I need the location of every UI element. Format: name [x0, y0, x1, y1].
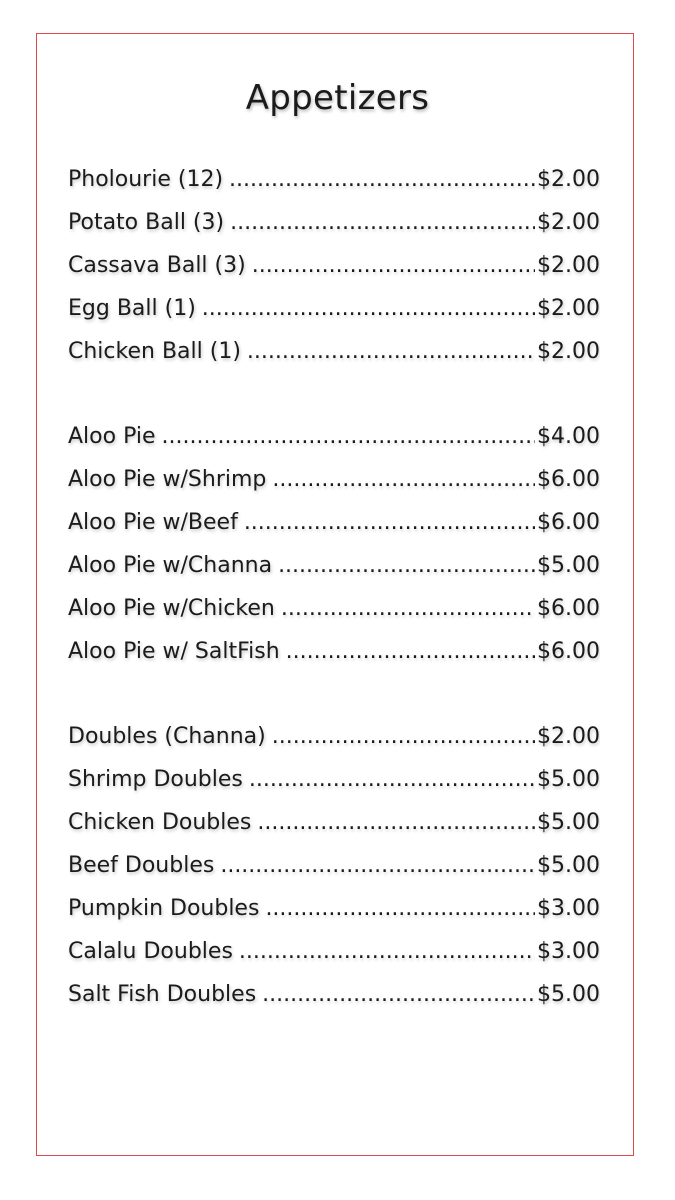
leader-dots	[244, 510, 535, 535]
leader-dots	[252, 253, 535, 278]
menu-item-name: Chicken Doubles	[68, 810, 252, 835]
menu-item-price: $3.00	[537, 939, 600, 964]
leader-dots	[262, 982, 535, 1007]
menu-item	[68, 724, 600, 767]
menu-item-name: Aloo Pie w/Chicken	[68, 596, 275, 621]
menu-item	[68, 853, 600, 896]
menu-item	[68, 553, 600, 596]
menu-item	[68, 596, 600, 639]
menu-item-name: Egg Ball (1)	[68, 296, 196, 321]
menu-item-price: $5.00	[537, 853, 600, 878]
leader-dots	[281, 596, 535, 621]
menu-item-price: $6.00	[537, 510, 600, 535]
menu-item-name: Shrimp Doubles	[68, 767, 243, 792]
menu-section-doubles	[68, 724, 600, 1025]
menu-item-name: Aloo Pie w/Channa	[68, 553, 273, 578]
leader-dots	[230, 210, 535, 235]
menu-item-name: Pumpkin Doubles	[68, 896, 260, 921]
menu-item-name: Aloo Pie w/Beef	[68, 510, 238, 535]
leader-dots	[247, 339, 535, 364]
menu-item-price: $5.00	[537, 767, 600, 792]
menu-item-price: $2.00	[537, 296, 600, 321]
menu-item-name: Salt Fish Doubles	[68, 982, 257, 1007]
menu-item-price: $5.00	[537, 982, 600, 1007]
leader-dots	[202, 296, 535, 321]
menu-item	[68, 339, 600, 382]
menu-item	[68, 939, 600, 982]
leader-dots	[257, 810, 535, 835]
menu-item-price: $6.00	[537, 639, 600, 664]
menu-item	[68, 982, 600, 1025]
menu-item	[68, 167, 600, 210]
menu-item	[68, 424, 600, 467]
menu-item-price: $2.00	[537, 724, 600, 749]
menu-section-aloo-pie	[68, 424, 600, 682]
leader-dots	[249, 767, 535, 792]
menu-item	[68, 467, 600, 510]
menu-item	[68, 296, 600, 339]
menu-item-price: $2.00	[537, 167, 600, 192]
leader-dots	[265, 896, 535, 921]
menu-section-balls	[68, 167, 600, 382]
menu-item-name: Potato Ball (3)	[68, 210, 225, 235]
menu-item-price: $2.00	[537, 210, 600, 235]
menu-item-price: $4.00	[537, 424, 600, 449]
menu-item-name: Calalu Doubles	[68, 939, 233, 964]
leader-dots	[286, 639, 535, 664]
menu-item-name: Aloo Pie	[68, 424, 156, 449]
menu-item-name: Aloo Pie w/Shrimp	[68, 467, 267, 492]
leader-dots	[162, 424, 536, 449]
menu-item	[68, 510, 600, 553]
menu-item-name: Pholourie (12)	[68, 167, 224, 192]
menu-item-name: Cassava Ball (3)	[68, 253, 246, 278]
menu-item-price: $6.00	[537, 467, 600, 492]
menu-item	[68, 639, 600, 682]
menu-item-price: $3.00	[537, 896, 600, 921]
leader-dots	[272, 467, 535, 492]
leader-dots	[272, 724, 535, 749]
menu-title: Appetizers	[245, 78, 430, 118]
menu-item	[68, 210, 600, 253]
menu-item	[68, 810, 600, 853]
menu-item-price: $5.00	[537, 553, 600, 578]
leader-dots	[220, 853, 535, 878]
menu-item-name: Beef Doubles	[68, 853, 215, 878]
leader-dots	[229, 167, 535, 192]
menu-item	[68, 253, 600, 296]
menu-item-name: Chicken Ball (1)	[68, 339, 241, 364]
menu-item-price: $6.00	[537, 596, 600, 621]
menu-item	[68, 767, 600, 810]
leader-dots	[239, 939, 535, 964]
menu-item-price: $5.00	[537, 810, 600, 835]
menu-item-price: $2.00	[537, 339, 600, 364]
menu-item-price: $2.00	[537, 253, 600, 278]
menu-item	[68, 896, 600, 939]
leader-dots	[278, 553, 535, 578]
menu-item-name: Aloo Pie w/ SaltFish	[68, 639, 280, 664]
menu-item-name: Doubles (Channa)	[68, 724, 266, 749]
